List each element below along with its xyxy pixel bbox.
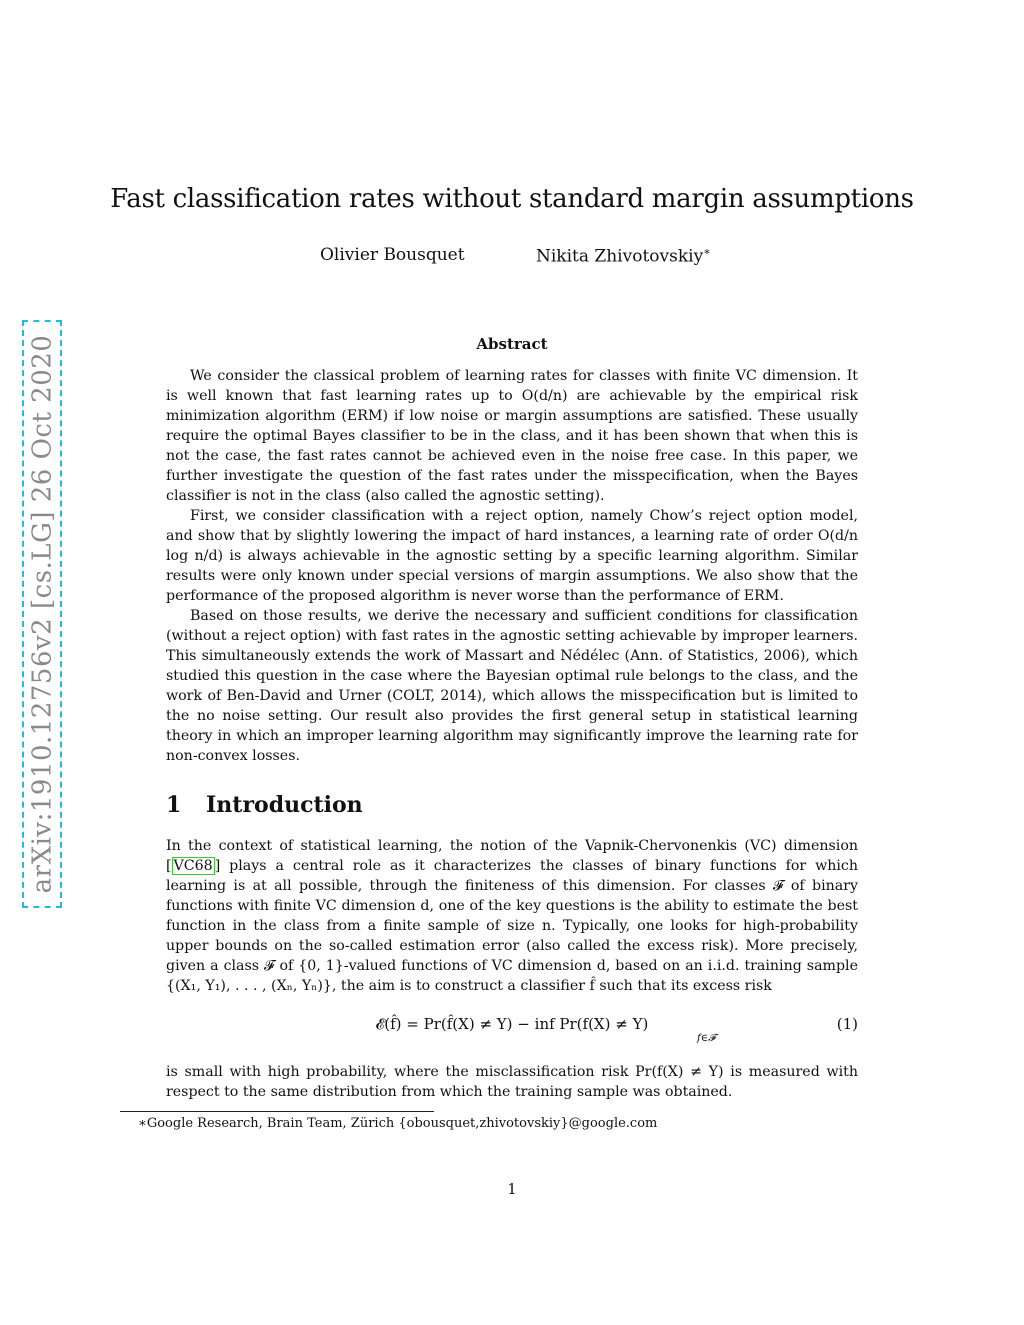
citation-link-vc68[interactable]: VC68 (173, 858, 213, 874)
page-number: 1 (507, 1180, 517, 1198)
arxiv-identifier-stamp[interactable] (22, 320, 62, 908)
introduction-body (166, 836, 858, 996)
abstract-paragraph-3: Based on those results, we derive the necessary and sufficient conditions for classification (without a reject option) with fast rates in the agnostic setting achievable by improper learners. This simultaneously extends the work of Massart and Nédélec (Ann. of Statistics, 2006), which studied this question in the case where the Bayesian optimal rule belongs to the class, and the work of Ben-David and Urner (COLT, 2014), which allows the misspecification but is limited to the no noise setting. Our result also provides the first general setup in statistical learning theory in which an improper learning algorithm may significantly improve the learning rate for non-convex losses. (166, 608, 858, 764)
intro-text-rest: plays a central role as it characterizes the classes of binary functions for which learning is at all possible, through the finiteness of this dimension. For classes 𝓕 of binary functions with finite VC dimension d, one of the key questions is the ability to estimate the best function in the class from a finite sample of size n. Typically, one looks for high-probability upper bounds on the so-called estimation error (also called the excess risk). More precisely, given a class 𝓕 of {0, 1}-valued functions of VC dimension d, based on an i.i.d. training sample {(X₁, Y₁), . . . , (Xₙ, Yₙ)}, the aim is to construct a classifier f̂ such that its excess risk (166, 858, 858, 994)
footnote-affiliation: ∗Google Research, Brain Team, Zürich {obousquet,zhivotovskiy}@google.com (138, 1116, 658, 1131)
section-heading-introduction (166, 792, 363, 818)
abstract-paragraph-1: We consider the classical problem of learning rates for classes with finite VC dimension. It is well known that fast learning rates up to O(d/n) are achievable by the empirical risk minimization algorithm (ERM) if low noise or margin assumptions are satisfied. These usually require the optimal Bayes classifier to be in the class, and it has been shown that when this is not the case, the fast rates cannot be achieved even in the noise free case. In this paper, we further investigate the question of the fast rates under the misspecification, when the Bayes classifier is not in the class (also called the agnostic setting). (166, 368, 858, 504)
equation-expression: 𝓔(f̂) = Pr(f̂(X) ≠ Y) − inf Pr(f(X) ≠ Y) (375, 1015, 649, 1033)
equation-subscript: f∈𝓕 (697, 1033, 716, 1044)
author-1-name: Olivier Bousquet (320, 245, 465, 265)
arxiv-identifier: arXiv:1910.12756v2 [cs.LG] 26 Oct 2020 (27, 334, 58, 894)
post-equation-text (166, 1062, 858, 1102)
equation-number: (1) (836, 1015, 858, 1033)
abstract-body (166, 366, 858, 766)
equation-1 (166, 1015, 858, 1055)
author-2 (536, 245, 711, 267)
section-title: Introduction (206, 792, 363, 818)
author-2-name: Nikita Zhivotovskiy (536, 246, 704, 267)
post-equation-paragraph: is small with high probability, where the misclassification risk Pr(f(X) ≠ Y) is measured with respect to the same distribution from which the training sample was obtained. (166, 1064, 858, 1100)
intro-text-start: In the context of statistical learning, the notion of the Vapnik-Chervonenkis (VC) dimension (166, 838, 858, 854)
footnote-divider (120, 1111, 434, 1112)
author-1 (320, 245, 465, 265)
abstract-heading: Abstract (476, 335, 548, 353)
paper-title: Fast classification rates without standard margin assumptions (110, 184, 914, 214)
section-number: 1 (166, 792, 182, 818)
abstract-paragraph-2: First, we consider classification with a reject option, namely Chow’s reject option model, and show that by slightly lowering the impact of hard instances, a learning rate of order O(d/n log n/d) is always achievable in the agnostic setting by a specific learning algorithm. Similar results were only known under special versions of margin assumptions. We also show that the performance of the proposed algorithm is never worse than the performance of ERM. (166, 508, 858, 604)
introduction-paragraph: In the context of statistical learning, the notion of the Vapnik-Chervonenkis (VC) dimension [ VC68 ] plays a central role as it characterizes the classes of binary functions for which learning is at all possible, through the finiteness of this dimension. For classes 𝓕 of binary functions with finite VC dimension d, one of the key questions is the ability to estimate the best function in the class from a finite sample of size n. Typically, one looks for high-probability upper bounds on the so-called estimation error (also called the excess risk). More precisely, given a class 𝓕 of {0, 1}-valued functions of VC dimension d, based on an i.i.d. training sample {(X₁, Y₁), . . . , (Xₙ, Yₙ)}, the aim is to construct a classifier f̂ such that its excess risk (166, 838, 858, 994)
footnote-mark[interactable]: ∗ (703, 245, 711, 258)
